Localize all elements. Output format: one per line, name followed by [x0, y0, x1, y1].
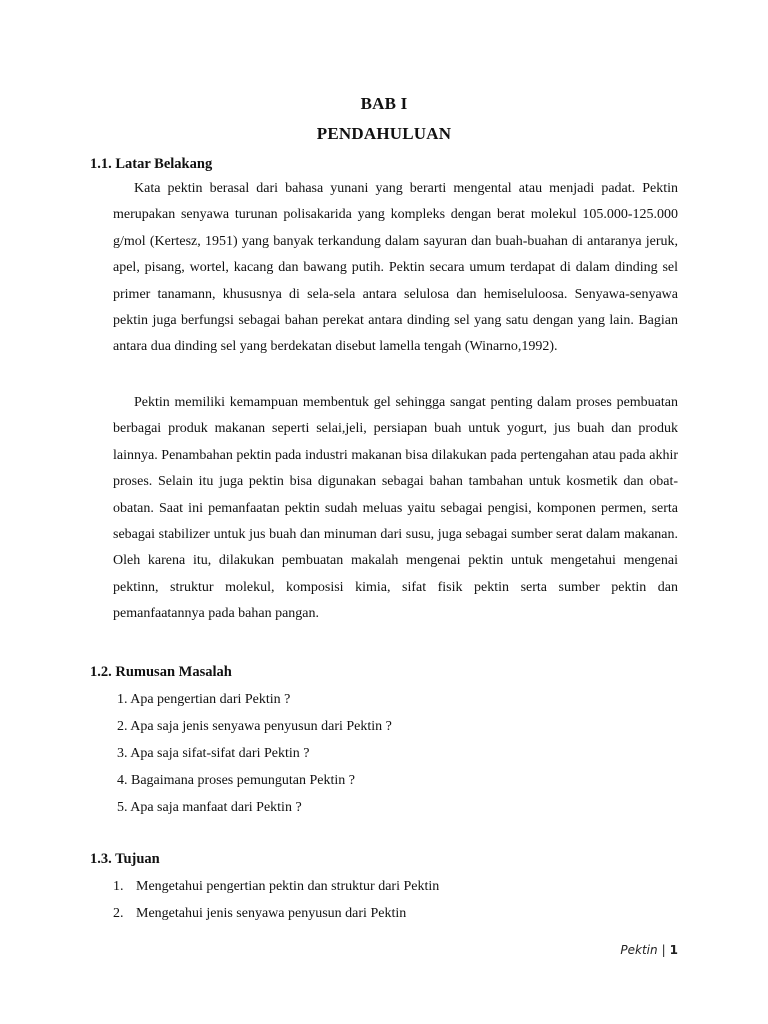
goal-item-number: 1. — [113, 879, 124, 894]
section-heading-background: 1.1. Latar Belakang — [90, 156, 213, 172]
goal-item-number: 2. — [113, 906, 124, 921]
goal-item — [113, 904, 439, 931]
page-footer — [620, 943, 678, 957]
footer-label: Pektin — [620, 943, 658, 957]
goal-item — [113, 877, 439, 904]
goal-item-text: Mengetahui jenis senyawa penyusun dari Pektin — [136, 906, 407, 921]
problem-item: 2. Apa saja jenis senyawa penyusun dari Pektin ? — [117, 719, 392, 734]
page-number: 1 — [669, 943, 678, 957]
background-paragraph-2: Pektin memiliki kemampuan membentuk gel sehingga sangat penting dalam proses pembuatan berbagai produk makanan seperti selai,jeli, persiapan buah untuk yogurt, jus buah dan produk lainnya. Penambahan pektin pada industri makanan bisa dilakukan pada pertengahan atau pada akhir proses. Selain itu juga pektin bisa digunakan sebagai bahan tambahan untuk kosmetik dan obat-obatan. Saat ini pemanfaatan pektin sudah meluas yaitu sebagai pengisi, komponen permen, serta sebagai stabilizer untuk jus buah dan minuman dari susu, juga sebagai sumber serat dalam makanan. Oleh karena itu, dilakukan pembuatan makalah mengenai pektin untuk mengetahui mengenai pektinn, struktur molekul, komposisi kimia, sifat fisik pektin serta sumber pektin dan pemanfaatannya pada bahan pangan. — [113, 395, 678, 622]
chapter-number: BAB I — [360, 94, 408, 113]
problem-item: 5. Apa saja manfaat dari Pektin ? — [117, 800, 302, 815]
problem-item: 3. Apa saja sifat-sifat dari Pektin ? — [117, 746, 310, 761]
problem-item: 4. Bagaimana proses pemungutan Pektin ? — [117, 773, 355, 788]
background-paragraph-1: Kata pektin berasal dari bahasa yunani yang berarti mengental atau menjadi padat. Pektin merupakan senyawa turunan polisakarida yang kompleks dengan berat molekul 105.000-125.000 g/mol (Kertesz, 1951) yang banyak terkandung dalam sayuran dan buah-buahan di antaranya jeruk, apel, pisang, wortel, kacang dan bawang putih. Pektin secara umum terdapat di dalam dinding sel primer tanamann, khususnya di sela-sela antara selulosa dan hemiseluloosa. Senyawa-senyawa pektin juga berfungsi sebagai bahan perekat antara dinding sel yang satu dengan yang lain. Bagian antara dua dinding sel yang berdekatan disebut lamella tengah (Winarno,1992). — [113, 181, 678, 355]
problem-list — [117, 690, 392, 825]
problem-item: 1. Apa pengertian dari Pektin ? — [117, 692, 291, 707]
footer-separator: | — [661, 943, 666, 957]
section-heading-goals: 1.3. Tujuan — [90, 851, 160, 867]
chapter-title: PENDAHULUAN — [316, 124, 452, 143]
goal-list — [113, 877, 439, 931]
goal-item-text: Mengetahui pengertian pektin dan struktur dari Pektin — [136, 879, 440, 894]
section-heading-problems: 1.2. Rumusan Masalah — [90, 664, 232, 680]
